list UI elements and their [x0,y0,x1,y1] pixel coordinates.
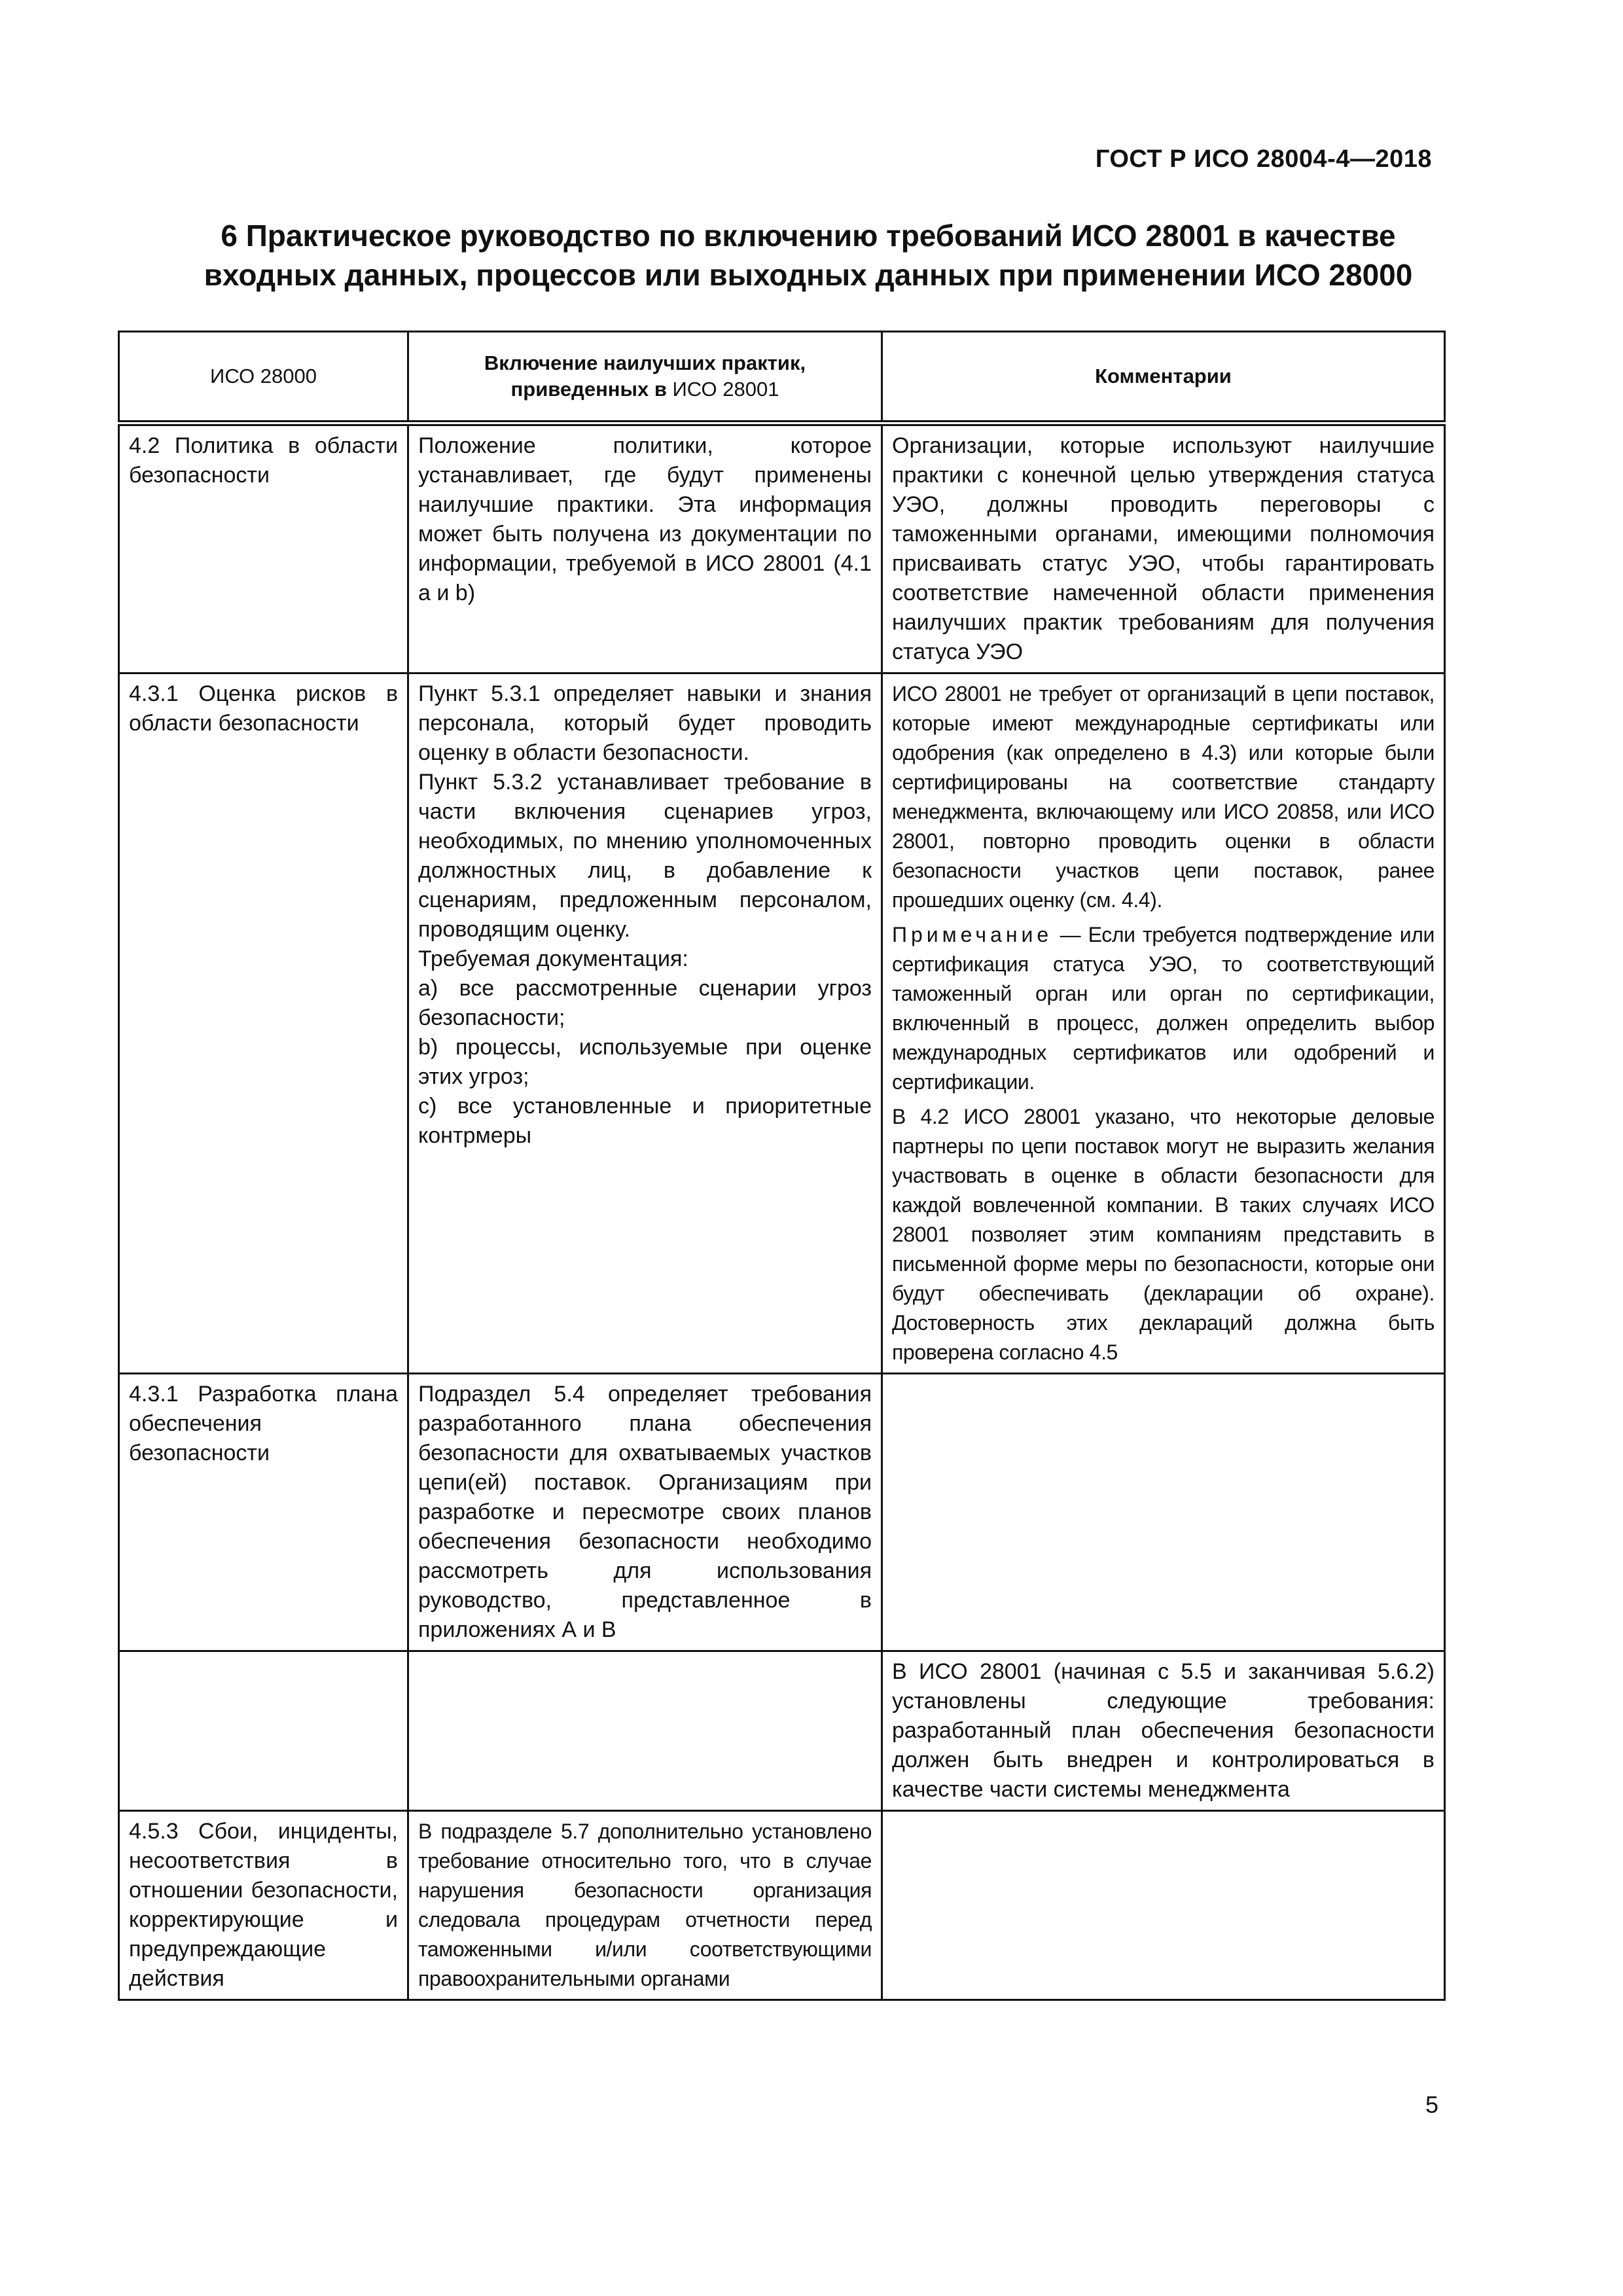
comments-cell [882,1374,1445,1651]
inclusion-cell [408,673,882,1374]
comments-cell [882,423,1445,673]
table-header-row [119,332,1445,423]
inclusion-list-item: c) все установленные и приоритетные контрмеры [418,1094,872,1148]
inclusion-line: Пункт 5.3.2 устанавливает требование в части включения сценариев угроз, необходимых, по мнению уполномоченных должностных лиц, в добавление к сценариям, предложенным персоналом, проводящим оценку. [418,770,872,942]
inclusion-list-item: b) процессы, используемые при оценке этих угроз; [418,1035,872,1089]
table-row [119,673,1445,1374]
inclusion-line: Требуемая документация: [418,946,688,971]
inclusion-cell: Подраздел 5.4 определяет требования разработанного плана обеспечения безопасности для охватываемых участков цепи(ей) поставок. Организациям при разработке и пересмотре своих планов обеспечения безопасности необходимо рассмотреть для использования руководство, представленное в приложениях А и В [408,1374,882,1651]
inclusion-list-item: a) все рассмотренные сценарии угроз безопасности; [418,976,872,1030]
header-best-practices [408,332,882,423]
clause-cell [119,1651,408,1811]
note-text: — Если требуется подтверждение или сертификация статуса УЭО, то соответствующий таможенный орган или орган по сертификации, включенный в процесс, должен определить выбор международных сертификатов или одобрений и сертификации. [892,923,1435,1094]
header-best-practices-bold: Включение наилучших практик, приведенных в [484,351,806,401]
comment-paragraph: Организации, которые используют наилучшие практики с конечной целью утверждения статуса УЭО, должны проводить переговоры с таможенными органами, имеющими полномочия присваивать статус УЭО, чтобы гарантировать соответствие намеченной области применения наилучших практик требованиям для получения статуса УЭО [892,433,1435,664]
table-row [119,1811,1445,2000]
comments-cell [882,1811,1445,2000]
header-comments: Комментарии [882,332,1445,423]
clause-cell: 4.3.1 Оценка рисков в области безопасности [119,673,408,1374]
comments-cell [882,673,1445,1374]
section-title: 6 Практическое руководство по включению требований ИСО 28001 в качестве входных данных, процессов или выходных данных при применении ИСО 28000 [204,219,1413,292]
table-row [119,1651,1445,1811]
note-paragraph [892,920,1435,1097]
comments-cell: В ИСО 28001 (начиная с 5.5 и заканчивая 5.6.2) установлены следующие требования: разработанный план обеспечения безопасности должен быть внедрен и контролироваться в качестве части системы менеджмента [882,1651,1445,1811]
clause-cell: 4.3.1 Разработка плана обеспечения безопасности [119,1374,408,1651]
guidance-table [118,331,1446,2001]
inclusion-cell [408,1651,882,1811]
comment-paragraph: ИСО 28001 не требует от организаций в цепи поставок, которые имеют международные сертификаты или одобрения (как определено в 4.3) или которые были сертифицированы на соответствие стандарту менеджмента, включающему или ИСО 20858, или ИСО 28001, повторно проводить оценки в области безопасности участков цепи поставок, ранее прошедших оценку (см. 4.4). [892,682,1435,912]
note-label: Примечание [892,923,1053,946]
clause-cell: 4.5.3 Сбои, инциденты, несоответствия в отношении безопасности, корректирующие и предупреждающие действия [119,1811,408,2000]
header-best-practices-normal: ИСО 28001 [666,378,779,401]
clause-cell: 4.2 Политика в области безопасности [119,423,408,673]
inclusion-line: Пункт 5.3.1 определяет навыки и знания персонала, который будет проводить оценку в области безопасности. [418,681,872,765]
page-number: 5 [1425,2091,1438,2118]
comment-paragraph: В 4.2 ИСО 28001 указано, что некоторые деловые партнеры по цепи поставок могут не выразить желания участвовать в оценке в области безопасности для каждой вовлеченной компании. В таких случаях ИСО 28001 позволяет этим компаниям представить в письменной форме меры по безопасности, которые они будут обеспечивать (декларации об охране). Достоверность этих деклараций должна быть проверена согласно 4.5 [892,1105,1435,1364]
table-row [119,423,1445,673]
inclusion-cell: В подразделе 5.7 дополнительно установлено требование относительно того, что в случае нарушения безопасности организация следовала процедурам отчетности перед таможенными и/или соответствующими правоохранительными органами [408,1811,882,2000]
header-iso-28000: ИСО 28000 [119,332,408,423]
standard-code: ГОСТ Р ИСО 28004-4—2018 [1095,145,1432,173]
inclusion-cell: Положение политики, которое устанавливает, где будут применены наилучшие практики. Эта информация может быть получена из документации по информации, требуемой в ИСО 28001 (4.1 а и b) [408,423,882,673]
table-row [119,1374,1445,1651]
